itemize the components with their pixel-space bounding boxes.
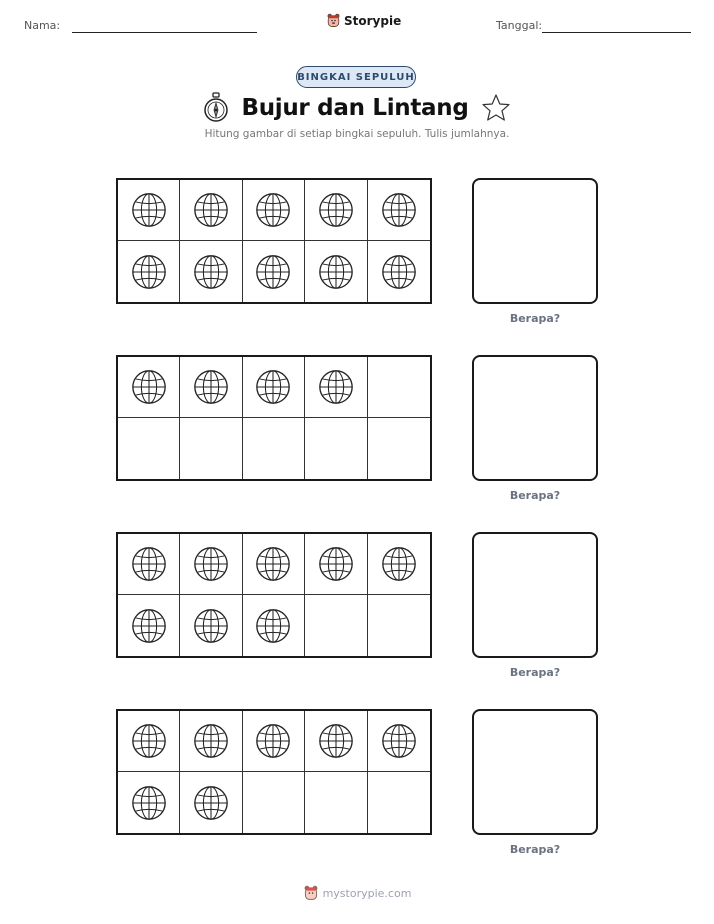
- brand-name: Storypie: [344, 13, 402, 28]
- ten-frame-cell: [180, 772, 242, 833]
- globe-icon: [130, 191, 168, 229]
- ten-frame-cell: [368, 241, 430, 302]
- answer-box-2[interactable]: [472, 355, 598, 481]
- globe-icon: [130, 368, 168, 406]
- answer-box-3[interactable]: [472, 532, 598, 658]
- ten-frame-cell: [180, 418, 242, 479]
- instructions: Hitung gambar di setiap bingkai sepuluh. Tulis jumlahnya.: [204, 128, 510, 140]
- ten-frame-cell: [305, 357, 367, 418]
- answer-box-1[interactable]: [472, 178, 598, 304]
- ten-frame-cell: [180, 357, 242, 418]
- globe-icon: [254, 191, 292, 229]
- ten-frame-cell: [118, 711, 180, 772]
- ten-frame-cell: [368, 357, 430, 418]
- ten-frame-cell: [118, 180, 180, 241]
- ten-frame-cell: [305, 772, 367, 833]
- ten-frame-cell: [243, 180, 305, 241]
- ten-frame-cell: [243, 241, 305, 302]
- ten-frame-cell: [305, 241, 367, 302]
- globe-icon: [192, 545, 230, 583]
- ten-frame-cell: [118, 534, 180, 595]
- answer-label-2: Berapa?: [509, 489, 561, 502]
- globe-icon: [130, 784, 168, 822]
- globe-icon: [317, 253, 355, 291]
- globe-icon: [317, 722, 355, 760]
- ten-frame-cell: [180, 180, 242, 241]
- ten-frame-cell: [243, 711, 305, 772]
- globe-icon: [130, 253, 168, 291]
- date-line[interactable]: [542, 32, 691, 33]
- answer-label-4: Berapa?: [509, 843, 561, 856]
- ten-frame-cell: [368, 180, 430, 241]
- ten-frame-cell: [243, 418, 305, 479]
- ten-frame-cell: [305, 595, 367, 656]
- compass-icon: [203, 92, 229, 124]
- globe-icon: [317, 368, 355, 406]
- globe-icon: [254, 545, 292, 583]
- title-text: Bujur dan Lintang: [241, 95, 469, 121]
- ten-frame-cell: [243, 357, 305, 418]
- globe-icon: [317, 191, 355, 229]
- globe-icon: [380, 545, 418, 583]
- ten-frame-cell: [368, 418, 430, 479]
- worksheet-title: [200, 90, 514, 126]
- name-label: Nama:: [24, 19, 61, 32]
- footer-url[interactable]: mystorypie.com: [322, 886, 412, 900]
- ten-frame-cell: [180, 241, 242, 302]
- globe-icon: [317, 545, 355, 583]
- answer-label-1: Berapa?: [509, 312, 561, 325]
- star-icon: [481, 93, 511, 123]
- ten-frame-2: [116, 355, 432, 481]
- globe-icon: [192, 191, 230, 229]
- ten-frame-cell: [243, 534, 305, 595]
- globe-icon: [254, 607, 292, 645]
- ten-frame-cell: [118, 418, 180, 479]
- globe-icon: [130, 607, 168, 645]
- ten-frame-cell: [368, 772, 430, 833]
- date-label: Tanggal:: [496, 19, 543, 32]
- ten-frame-cell: [118, 772, 180, 833]
- globe-icon: [192, 368, 230, 406]
- name-line[interactable]: [72, 32, 257, 33]
- ten-frame-cell: [243, 595, 305, 656]
- ten-frame-cell: [305, 180, 367, 241]
- globe-icon: [380, 191, 418, 229]
- ten-frame-cell: [368, 534, 430, 595]
- ten-frame-cell: [305, 711, 367, 772]
- globe-icon: [380, 722, 418, 760]
- ten-frame-cell: [368, 711, 430, 772]
- globe-icon: [130, 545, 168, 583]
- answer-box-4[interactable]: [472, 709, 598, 835]
- ten-frame-4: [116, 709, 432, 835]
- ten-frame-cell: [243, 772, 305, 833]
- globe-icon: [130, 722, 168, 760]
- worksheet-type-badge: BINGKAI SEPULUH: [296, 66, 416, 88]
- globe-icon: [254, 368, 292, 406]
- footer: [0, 885, 714, 901]
- ten-frame-cell: [118, 595, 180, 656]
- globe-icon: [192, 253, 230, 291]
- globe-icon: [192, 784, 230, 822]
- globe-icon: [192, 607, 230, 645]
- ten-frame-cell: [118, 357, 180, 418]
- ten-frame-cell: [305, 534, 367, 595]
- globe-icon: [254, 722, 292, 760]
- answer-label-3: Berapa?: [509, 666, 561, 679]
- ten-frame-cell: [118, 241, 180, 302]
- ten-frame-cell: [180, 711, 242, 772]
- bear-mascot-icon: [326, 13, 341, 28]
- ten-frame-cell: [180, 595, 242, 656]
- ten-frame-1: [116, 178, 432, 304]
- globe-icon: [254, 253, 292, 291]
- brand-logo: [326, 13, 401, 28]
- bear-mascot-icon: [303, 885, 319, 901]
- ten-frame-cell: [305, 418, 367, 479]
- ten-frame-cell: [180, 534, 242, 595]
- globe-icon: [192, 722, 230, 760]
- globe-icon: [380, 253, 418, 291]
- ten-frame-cell: [368, 595, 430, 656]
- ten-frame-3: [116, 532, 432, 658]
